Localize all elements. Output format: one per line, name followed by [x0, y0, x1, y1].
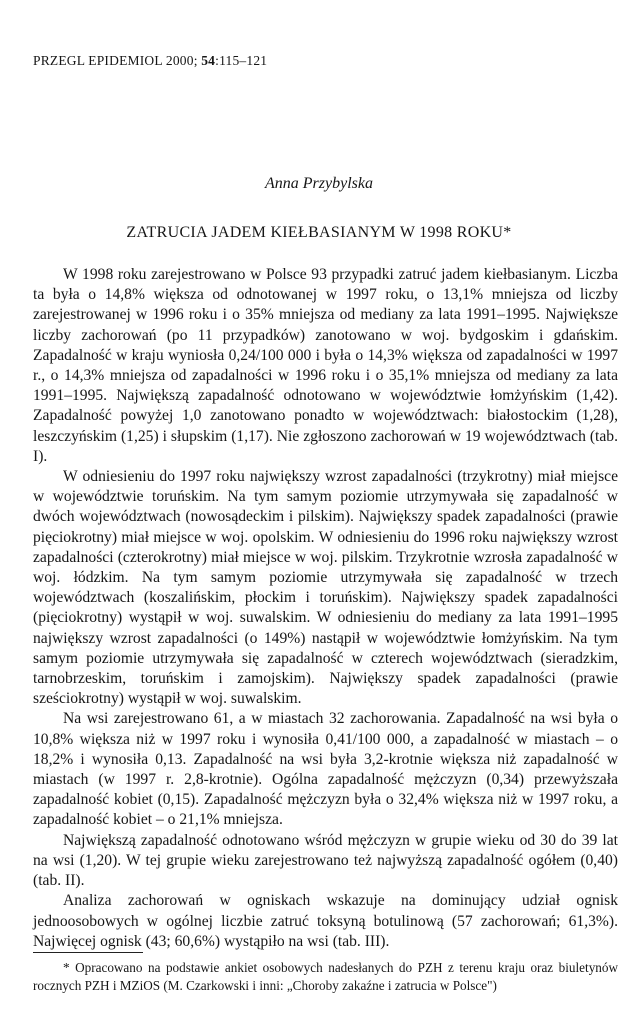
journal-citation: PRZEGL EPIDEMIOL 2000;: [33, 53, 198, 68]
journal-header: [33, 53, 267, 69]
paragraph: Największą zapadalność odnotowano wśród mężczyzn w grupie wieku od 30 do 39 lat na wsi (1,20). W tej grupie wieku zarejestrowano też najwyższą zapadalność ogółem (0,40) (tab. II).: [33, 831, 618, 890]
footnote-divider: [33, 952, 143, 953]
paragraph: Analiza zachorowań w ogniskach wskazuje na dominujący udział ognisk jednoosobowych w ogólnej liczbie zatruć toksyną botulinową (57 zachorowań; 61,3%). Najwięcej ognisk (43; 60,6%) wystąpiło na wsi (tab. III).: [33, 892, 618, 950]
paragraph: W odniesieniu do 1997 roku największy wzrost zapadalności (trzykrotny) miał miejsce w województwie toruńskim. Na tym samym poziomie utrzymywała się zapadalność w dwóch województwach (nowosądeckim i pilskim). Największy spadek zapadalności (prawie pięciokrotny) miał miejsce w woj. opolskim. W odniesieniu do 1996 roku największy wzrost zapadalności (czterokrotny) miał miejsce w woj. pilskim. Trzykrotnie wzrosła zapadalność w woj. łódzkim. Na tym samym poziomie utrzymywała się zapadalność w trzech województwach (koszalińskim, płockim i toruńskim). Największy spadek zapadalności (pięciokrotny) wystąpił w woj. suwalskim. W odniesieniu do mediany za lata 1991–1995 największy wzrost zapadalności (o 149%) nastąpił w województwie łomżyńskim. Na tym samym poziomie utrzymywała się zapadalność w czterech województwach (sieradzkim, tarnobrzeskim, toruńskim i zamojskim). Największy spadek zapadalności (prawie sześciokrotny) wystąpił w woj. suwalskim.: [33, 468, 618, 708]
journal-pages: :115–121: [215, 53, 268, 68]
article-title: ZATRUCIA JADEM KIEŁBASIANYM W 1998 ROKU*: [126, 224, 512, 241]
article-author: Anna Przybylska: [265, 175, 373, 192]
paragraph: W 1998 roku zarejestrowano w Polsce 93 przypadki zatruć jadem kiełbasianym. Liczba ta była o 14,8% większa od odnotowanej w 1997 roku, o 13,1% mniejsza od liczby zarejestrowanej w 1996 roku i o 35% mniejsza od mediany za lata 1991–1995. Największe liczby zachorowań (po 11 przypadków) zanotowano w woj. bydgoskim i gdańskim. Zapadalność w kraju wyniosła 0,24/100 000 i była o 14,3% większa od zapadalności w 1997 r., o 14,3% mniejsza od zapadalności w 1996 roku i o 35,1% mniejsza od mediany za lata 1991–1995. Największą zapadalność odnotowano w województwie łomżyńskim (1,42). Zapadalność powyżej 1,0 zanotowano ponadto w województwach: białostockim (1,28), leszczyńskim (1,25) i słupskim (1,17). Nie zgłoszono zachorowań w 19 województwach (tab. I).: [33, 266, 618, 465]
article-body: [33, 265, 618, 952]
paragraph: Na wsi zarejestrowano 61, a w miastach 32 zachorowania. Zapadalność na wsi była o 10,8% większa niż w 1997 roku i wynosiła 0,41/100 000, a zapadalność w miastach – o 18,2% i wynosiła 0,13. Zapadalność na wsi była 3,2-krotnie większa niż zapadalność w miastach (w 1997 r. 2,8-krotnie). Ogólna zapadalność mężczyzn (0,34) przewyższała zapadalność kobiet (0,15). Zapadalność mężczyzn była o 32,4% większa niż w 1997 roku, a zapadalność kobiet – o 21,1% mniejsza.: [33, 710, 618, 829]
journal-volume: 54: [201, 53, 216, 68]
footnote: * Opracowano na podstawie ankiet osobowych nadesłanych do PZH z terenu kraju oraz biuletynów rocznych PZH i MZiOS (M. Czarkowski i inni: „Choroby zakaźne i zatrucia w Polsce"): [33, 960, 618, 993]
